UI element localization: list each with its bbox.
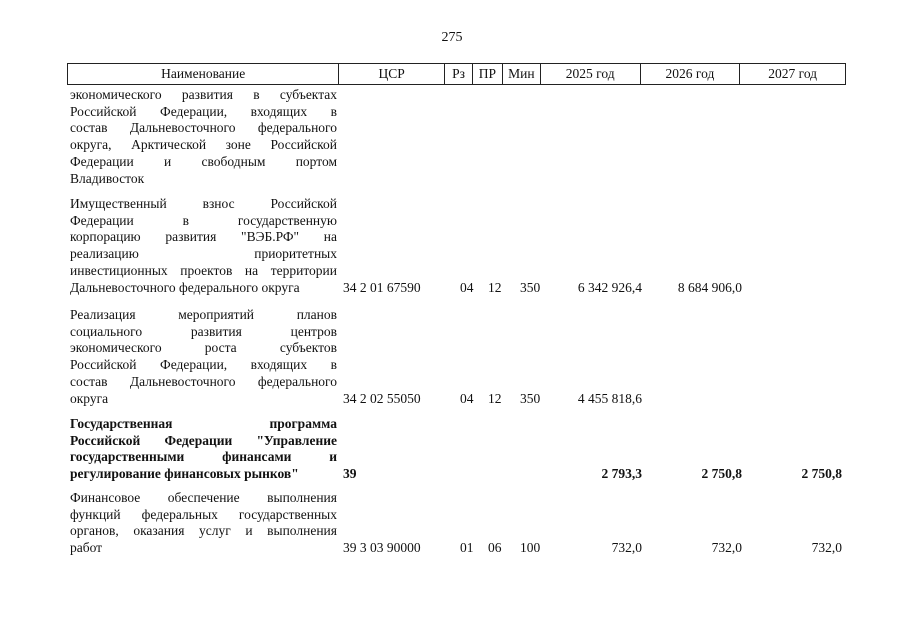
- row-text-line: корпорацию развития "ВЭБ.РФ" на: [70, 229, 337, 245]
- row-text-line: инвестиционных проектов на территории: [70, 262, 337, 278]
- row-text-line: округа: [70, 390, 109, 406]
- cell-2025: 6 342 926,4: [577, 279, 642, 295]
- row-text-line: социального развития центров: [70, 323, 337, 339]
- row-text-line: реализацию приоритетных: [70, 246, 337, 262]
- table-row-name: [70, 416, 337, 483]
- row-text-line: Федерации и свободным портом: [70, 153, 337, 169]
- cell-2026: 8 684 906,0: [677, 279, 742, 295]
- row-text-line: состав Дальневосточного федерального: [70, 120, 337, 136]
- row-text-line: Финансовое обеспечение выполнения: [70, 490, 337, 505]
- cell-2027: 732,0: [811, 540, 842, 556]
- row-text-line: состав Дальневосточного федерального: [70, 373, 337, 389]
- row-text-line: Российской Федерации, входящих в: [70, 103, 337, 119]
- cell-2025: 732,0: [611, 540, 642, 556]
- table-row-name: [70, 87, 337, 187]
- page-number: 275: [441, 30, 463, 45]
- cell-pr: 12: [488, 279, 502, 295]
- header-name: Наименование: [68, 64, 339, 84]
- cell-pr: 06: [488, 540, 502, 556]
- cell-rz: 04: [460, 279, 474, 295]
- row-text-line: экономического роста субъектов: [70, 340, 337, 356]
- cell-min: 100: [520, 540, 541, 556]
- table-row-name: [70, 196, 337, 296]
- cell-rz: 04: [460, 390, 474, 406]
- header-csr: ЦСР: [339, 64, 445, 84]
- cell-csr: 34 2 02 55050: [343, 390, 421, 406]
- cell-rz: 01: [460, 540, 474, 556]
- cell-2025: 2 793,3: [601, 466, 642, 482]
- row-text-line: Дальневосточного федерального округа: [70, 279, 300, 295]
- cell-min: 350: [520, 390, 541, 406]
- header-rz: Рз: [445, 64, 473, 84]
- table-row-name: [70, 490, 337, 557]
- row-text-line: Российской Федерации "Управление: [70, 432, 337, 448]
- header-pr: ПР: [473, 64, 503, 84]
- row-text-line: функций федеральных государственных: [70, 506, 337, 522]
- cell-2026: 732,0: [711, 540, 742, 556]
- cell-csr: 34 2 01 67590: [343, 279, 421, 295]
- row-text-line: Имущественный взнос Российской: [70, 196, 337, 211]
- header-2026: 2026 год: [641, 64, 741, 84]
- header-2025: 2025 год: [541, 64, 641, 84]
- header-min: Мин: [503, 64, 541, 84]
- cell-csr: 39 3 03 90000: [343, 540, 421, 556]
- row-text-line: Федерации в государственную: [70, 212, 337, 228]
- cell-2027: 2 750,8: [801, 466, 842, 482]
- row-text-line: государственными финансами и: [70, 449, 337, 465]
- row-text-line: органов, оказания услуг и выполнения: [70, 523, 337, 539]
- row-text-line: Российской Федерации, входящих в: [70, 357, 337, 373]
- row-text-line: Государственная программа: [70, 416, 337, 431]
- cell-pr: 12: [488, 390, 502, 406]
- row-text-line: округа, Арктической зоне Российской: [70, 137, 337, 153]
- row-text-line: регулирование финансовых рынков": [70, 466, 299, 482]
- row-text-line: Владивосток: [70, 170, 145, 186]
- cell-min: 350: [520, 279, 541, 295]
- row-text-line: Реализация мероприятий планов: [70, 307, 337, 322]
- table-row-name: [70, 307, 337, 407]
- row-text-line: экономического развития в субъектах: [70, 87, 337, 102]
- cell-2026: 2 750,8: [701, 466, 742, 482]
- cell-2025: 4 455 818,6: [577, 390, 642, 406]
- table-header: [67, 63, 846, 85]
- cell-csr: 39: [343, 466, 357, 482]
- row-text-line: работ: [70, 540, 103, 556]
- header-2027: 2027 год: [768, 66, 818, 81]
